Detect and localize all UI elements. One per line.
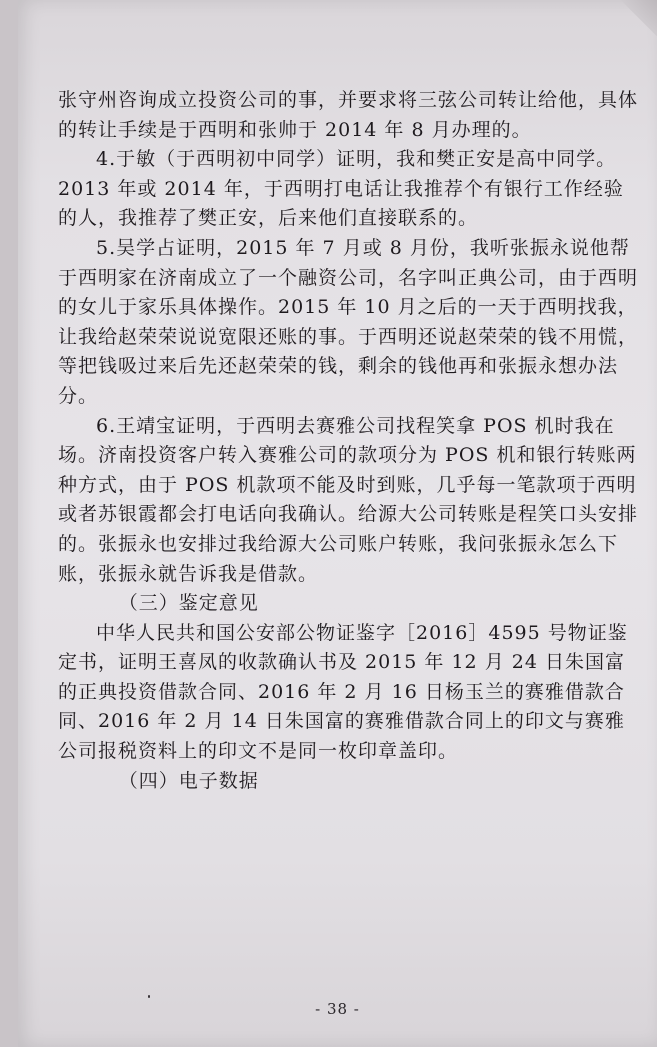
section-heading-appraisal: （三）鉴定意见 — [118, 592, 259, 615]
paragraph-appraisal-opinion: 中华人民共和国公安部公物证鉴字［2016］4595 号物证鉴定书，证明王喜凤的收款确认书及 2015 年 12 月 24 日朱国富的正典投资借款合同、2016 年 2 月 16 日杨玉兰的赛雅借款合同、2016 年 2 月 14 日朱国富的赛雅借款合同上的印文与赛雅公司报税资料上的印文不是同一枚印章盖印。 — [58, 621, 628, 763]
page-number: - 38 - — [315, 1000, 360, 1018]
paragraph-witness-6: 6.王靖宝证明，于西明去赛雅公司找程笑拿 POS 机时我在场。济南投资客户转入赛雅公司的款项分为 POS 机和银行转账两种方式，由于 POS 机款项不能及时到账，几乎每一笔款项于西明或者苏银霞都会打电话向我确认。给源大公司转账是程笑口头安排的。张振永也安排过我给源大公司账户转账，我问张振永怎么下账，张振永就告诉我是借款。 — [58, 414, 639, 585]
section-heading-electronic-data: （四）电子数据 — [118, 769, 259, 792]
paragraph-continuation: 张守州咨询成立投资公司的事，并要求将三弦公司转让给他，具体的转让手续是于西明和张帅于 2014 年 8 月办理的。 — [58, 89, 639, 141]
document-body — [58, 86, 638, 796]
paragraph-witness-4: 4.于敏（于西明初中同学）证明，我和樊正安是高中同学。2013 年或 2014 年，于西明打电话让我推荐个有银行工作经验的人，我推荐了樊正安，后来他们直接联系的。 — [58, 148, 624, 230]
document-page — [18, 0, 657, 1047]
paragraph-witness-5: 5.吴学占证明，2015 年 7 月或 8 月份，我听张振永说他帮于西明家在济南成立了一个融资公司，名字叫正典公司，由于西明的女儿于家乐具体操作。2015 年 10 月之后的一天于西明找我，让我给赵荣荣说说宽限还账的事。于西明还说赵荣荣的钱不用慌，等把钱吸过来后先还赵荣荣的钱，剩余的钱他再和张振永想办法分。 — [58, 236, 639, 407]
paper-speck — [148, 995, 150, 998]
page-corner-shadow — [617, 0, 657, 40]
